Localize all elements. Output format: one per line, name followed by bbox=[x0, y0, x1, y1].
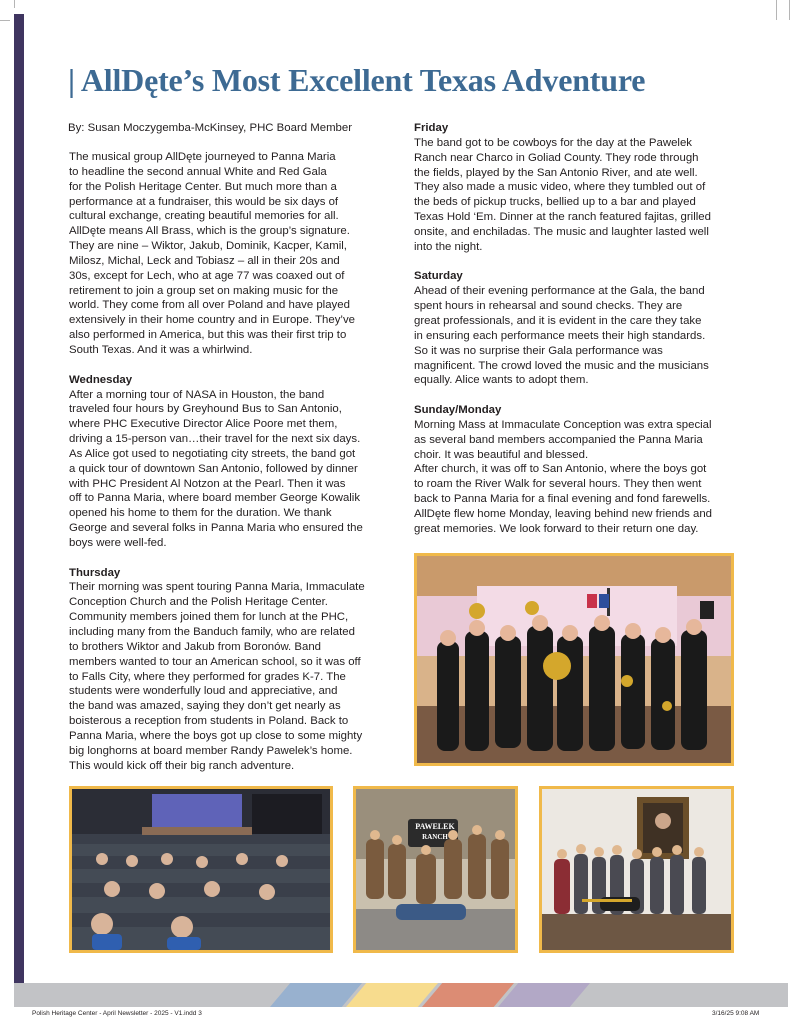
photo-band-group bbox=[414, 553, 734, 766]
text-line: great memories. We look forward to their return one day. bbox=[414, 522, 699, 535]
thursday-paragraph bbox=[69, 580, 389, 773]
wednesday-paragraph bbox=[69, 388, 389, 551]
text-line: This would kick off their big ranch adventure. bbox=[69, 759, 295, 772]
crop-mark bbox=[776, 0, 777, 20]
text-line: AllDęte flew home Monday, leaving behind new friends and bbox=[414, 507, 713, 520]
text-line: After church, it was off to San Antonio, where the boys got bbox=[414, 463, 707, 476]
left-column bbox=[69, 150, 389, 773]
text-line: AllDęte means All Brass, which is the group’s signature. bbox=[69, 225, 350, 238]
text-line: including many from the Banduch family, who are related bbox=[69, 626, 355, 638]
text-line: with PHC President Al Notzon at the Pearl. Then it was bbox=[69, 477, 346, 490]
text-line: world. They come from all over Poland and have played bbox=[69, 299, 350, 312]
text-line: George and several folks in Panna Maria who ensured the bbox=[69, 522, 363, 535]
text-line: 30s, except for Lech, who at age 77 was coaxed out of bbox=[69, 269, 345, 282]
text-line: a quick tour of downtown San Antonio, followed by dinner bbox=[69, 462, 358, 475]
text-line: the beds of pickup trucks, bellied up to a bar and played bbox=[414, 196, 696, 209]
crop-mark bbox=[0, 20, 10, 21]
text-line: So it was no surprise their Gala performance was bbox=[414, 344, 663, 357]
photo-school-performance bbox=[69, 786, 333, 953]
text-line: to roam the River Walk for several hours. They then went bbox=[414, 478, 702, 491]
text-line: in ensuring each performance meets their high standards. bbox=[414, 329, 706, 342]
text-line: for the Polish Heritage Center. But much more than a bbox=[69, 180, 337, 193]
text-line: Panna Maria, where the boys got up close to some mighty bbox=[69, 729, 363, 742]
text-line: members wanted to tour an American school, so it was off bbox=[69, 655, 361, 668]
ranch-sign bbox=[409, 822, 461, 842]
text-line: the fields, played by the San Antonio River, and ate well. bbox=[414, 166, 698, 179]
saturday-paragraph bbox=[414, 284, 744, 388]
intro-paragraph bbox=[69, 150, 389, 358]
text-line: opened his home to them for the duration. We thank bbox=[69, 507, 332, 520]
text-line: The musical group AllDęte journeyed to Panna Maria bbox=[69, 151, 336, 163]
text-line: back to Panna Maria for a final evening and fond farewells. bbox=[414, 493, 711, 506]
text-line: to headline the second annual White and Red Gala bbox=[69, 165, 327, 178]
text-line: big longhorns at board member Randy Pawelek’s home. bbox=[69, 744, 353, 757]
text-line: great professionals, and it is evident in the care they take bbox=[414, 314, 702, 327]
text-line: onsite, and enchiladas. The music and laughter lasted well bbox=[414, 225, 709, 238]
text-line: boisterous a reception from students in Poland. Back to bbox=[69, 715, 349, 728]
text-line: into the night. bbox=[414, 240, 483, 253]
text-line: to Falls City, where they performed for grades K-7. The bbox=[69, 670, 346, 683]
friday-heading: Friday bbox=[414, 122, 449, 134]
text-line: Milosz, Michal, Leck and Tobiasz – all in their 20s and bbox=[69, 254, 340, 267]
text-line: spent hours in rehearsal and sound checks. They are bbox=[414, 300, 683, 313]
footer-file-info: Polish Heritage Center - April Newsletter - 2025 - V1.indd 3 bbox=[32, 1010, 202, 1017]
text-line: as several band members accompanied the Panna Maria bbox=[414, 433, 703, 446]
sunday-monday-paragraph bbox=[414, 418, 744, 537]
text-line: Their morning was spent touring Panna Maria, Immaculate bbox=[69, 581, 365, 594]
text-line: Morning Mass at Immaculate Conception was extra special bbox=[414, 418, 712, 431]
text-line: where PHC Executive Director Alice Poore met them, bbox=[69, 418, 338, 431]
text-line: equally. Alice wants to adopt them. bbox=[414, 374, 589, 387]
text-line: choir. It was beautiful and blessed. bbox=[414, 448, 589, 461]
friday-paragraph bbox=[414, 136, 744, 255]
text-line: After a morning tour of NASA in Houston, the band bbox=[69, 388, 325, 401]
ranch-sign-line2: RANCH bbox=[422, 833, 448, 841]
article-title: | AllDęte’s Most Excellent Texas Adventure bbox=[68, 62, 646, 98]
text-line: Community members joined them for lunch at the PHC, bbox=[69, 611, 349, 624]
footer-timestamp: 3/16/25 9:08 AM bbox=[712, 1010, 760, 1017]
text-line: retirement to join a group set on making music for the bbox=[69, 284, 339, 297]
ranch-sign-line1: PAWELEK bbox=[415, 822, 455, 831]
thursday-heading: Thursday bbox=[69, 566, 121, 579]
text-line: They also made a music video, where they tumbled out of bbox=[414, 181, 706, 194]
text-line: As Alice got used to negotiating city streets, the band got bbox=[69, 447, 356, 460]
text-line: driving a 15-person van…their travel for the next six days. bbox=[69, 433, 361, 446]
wednesday-heading: Wednesday bbox=[69, 373, 133, 386]
text-line: to brothers Wiktor and Jakub from Boronów. Band bbox=[69, 640, 321, 653]
crop-mark bbox=[789, 0, 790, 20]
crop-mark bbox=[14, 0, 15, 8]
text-line: They are nine – Wiktor, Jakub, Dominik, Kacper, Kamil, bbox=[69, 240, 347, 253]
text-line: performance at a fundraiser, this would be six days of bbox=[69, 195, 339, 208]
page-side-bar bbox=[14, 14, 24, 984]
text-line: also performed in America, but this was their first trip to bbox=[69, 329, 347, 342]
text-line: cultural exchange, creating beautiful memories for all. bbox=[69, 210, 339, 223]
text-line: extensively in their home country and in Europe. They’ve bbox=[69, 314, 355, 327]
text-line: off to Panna Maria, where board member George Kowalik bbox=[69, 492, 361, 505]
sunday-monday-heading: Sunday/Monday bbox=[414, 404, 502, 417]
text-line: The band got to be cowboys for the day at the Pawelek bbox=[414, 136, 692, 149]
text-line: magnificent. The crowd loved the music and the musicians bbox=[414, 359, 709, 372]
text-line: Ranch near Charco in Goliad County. They rode through bbox=[414, 151, 699, 164]
text-line: boys were well-fed. bbox=[69, 536, 167, 549]
text-line: traveled four hours by Greyhound Bus to San Antonio, bbox=[69, 403, 342, 416]
text-line: Texas Hold ‘Em. Dinner at the ranch featured fajitas, grilled bbox=[414, 211, 711, 224]
photo-ranch-group bbox=[353, 786, 518, 953]
photo-portrait-group bbox=[539, 786, 734, 953]
text-line: students were wonderfully loud and appreciative, and bbox=[69, 685, 338, 698]
text-line: Conception Church and the Polish Heritage Center. bbox=[69, 596, 328, 609]
right-column bbox=[414, 121, 744, 537]
text-line: Ahead of their evening performance at the Gala, the band bbox=[414, 285, 705, 298]
saturday-heading: Saturday bbox=[414, 270, 463, 283]
byline: By: Susan Moczygemba-McKinsey, PHC Board Member bbox=[68, 122, 353, 134]
text-line: the band was amazed, saying they don’t get nearly as bbox=[69, 700, 341, 713]
text-line: South Texas. And it was a whirlwind. bbox=[69, 343, 253, 356]
